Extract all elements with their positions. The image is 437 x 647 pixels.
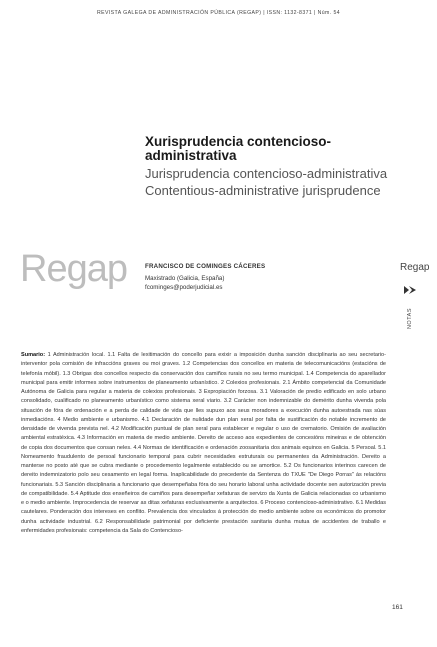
author-role: Maxistrado (Galicia, España)	[145, 275, 225, 282]
summary-text: 1 Administración local. 1.1 Falta de lexitimación do concello para exixir a imposición dunha sanción disciplinaria ao seu secretario-interventor pola comisión de infraccións graves ou moi graves. 1.2 Competencias dos concellos en materia de telecomunicacións (estacións de telefonía móbil). 1.3 Obrigas dos concellos respecto da conservación dos camiños rurais no seu termo municipal. 1.4 Competencia do aparellador municipal para emitir informes sobre instrumentos de planeamento urbanístico. 2 Colexios profesionais. 2.1 Ámbito competencial da Comunidade Autónoma de Galicia para regular a materia de colexios profesionais. 3 Expropiación forzosa. 3.1 Valoración de predio edificado en solo urbano consolidado, cualificado no planeamento urbanístico como sistema xeral viario. 3.2 Carácter non indemnizable do demérito dunha vivenda pola situación de fóra de ordenación e a perda de calidade de vida que lles supuxo aos seus moradores a execución dunha autoestrada nas súas inmediacións. 4 Medio ambiente e urbanismo. 4.1 Declaración de nulidade dun plan xeral por falta de xustificación do notable incremento de densidade de vivenda prevista nel. 4.2 Modificación puntual de plan xeral para establecer e regular o uso de crematorio. Omisión de avaliación ambiental estratéxica. 4.3 Información en materia de medio ambiente. Dereito de acceso aos expedientes de concesións mineiras e de obtención de copia dos documentos que consan neles. 4.4 Normas de identificación e ordenación zoosanitaria dos animais equinos en Galicia. 5 Persoal. 5.1 Nomeamento fraudulento de persoal funcionario temporal para cubrir necesidades estruturais ou permanentes da Administración. Dereito a manterse no posto até que se cubra mediante o procedemento legalmente establecido ou se amortice. 5.2 Os funcionarios interinos carecen de dereito indemnizatorio polo seu cesamento en legal forma. Inaplicabilidade do precedente da Sentenza do TXUE "De Diego Porras" ás relacións funcionariais. 5.3 Sanción disciplinaria a funcionario que desempeñaba fóra do seu horario laboral unha actividade docente sen autorización previa de compatibilidade. 5.4 Aptitude dos enxeñeiros de camiños para desempeñar xefaturas de servizo da Xunta de Galicia relacionadas co urbanismo e o medio ambiente. Improcedencia de reservar as ditas xefaturas exclusivamente a arquitectos. 6 Proceso contencioso-administrativo. 6.1 Medidas cautelares. Ponderación dos intereses en conflito. Prevalencia dos vinculados á protección do medio ambiente sobre os económicos do promotor dunha actividade industrial. 6.2 Responsabilidade patrimonial por deficiente prestación sanitaria dunha mutua de accidentes de traballo e enfermidades profesionais: competencia da Sala do Contencioso-	[21, 352, 386, 534]
author-email[interactable]: fcominges@poderjudicial.es	[145, 284, 223, 291]
title-galician: Xurisprudencia contencioso-administrativa	[145, 134, 332, 163]
title-spanish: Jurisprudencia contencioso-administrativa	[145, 166, 388, 181]
regap-logo-large: Regap	[20, 248, 127, 290]
summary-label: Sumario:	[21, 352, 46, 358]
page-number: 161	[392, 604, 403, 611]
summary-paragraph	[21, 351, 386, 536]
author-block	[145, 262, 345, 292]
section-label: NOTAS	[407, 308, 413, 330]
author-name: FRANCISCO DE COMINGES CÁCERES	[145, 263, 266, 270]
regap-emblem-icon	[403, 284, 417, 296]
journal-header: REVISTA GALEGA DE ADMINISTRACIÓN PÚBLICA (REGAP) | ISSN: 1132-8371 | Núm. 54	[96, 10, 341, 16]
title-english: Contentious-administrative jurisprudence	[145, 183, 381, 198]
title-block	[145, 135, 395, 197]
regap-logo-small: Regap	[400, 262, 430, 273]
